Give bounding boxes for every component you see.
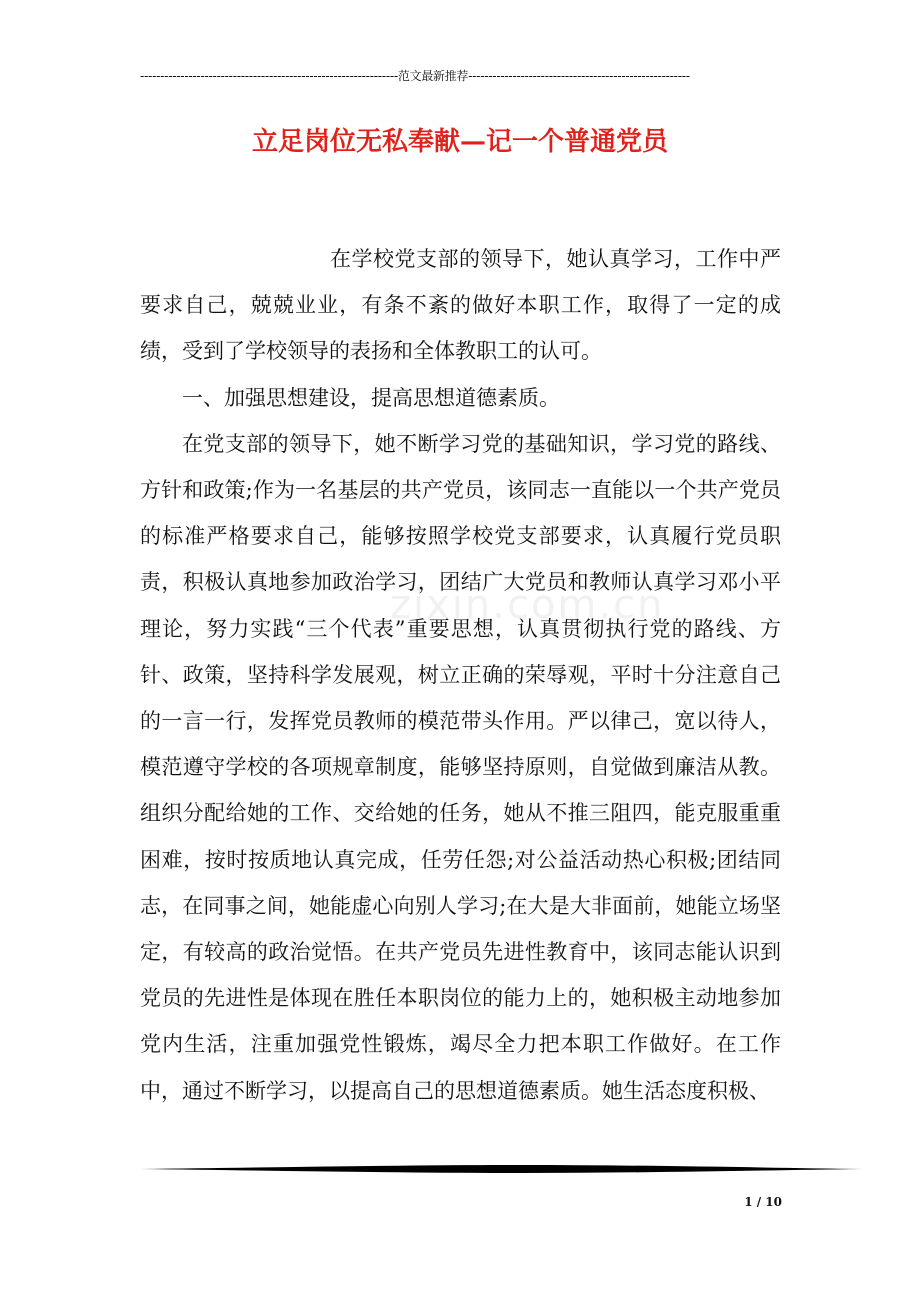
body-paragraph: 在学校党支部的领导下，她认真学习，工作中严要求自己，兢兢业业，有条不紊的做好本职工作，取得了一定的成绩，受到了学校领导的表扬和全体教职工的认可。 (140, 247, 781, 364)
footer-divider (140, 1164, 863, 1174)
document-title: 立足岗位无私奉献—记一个普通党员 (251, 127, 668, 157)
section-heading: 一、加强思想建设，提高思想道德素质。 (182, 385, 560, 410)
watermark: zixin.com.cn (390, 582, 665, 628)
document-body (140, 236, 781, 1114)
body-paragraph: 在党支部的领导下，她不断学习党的基础知识，学习党的路线、方针和政策;作为一名基层的共产党员，该同志一直能以一个共产党员的标准严格要求自己，能够按照学校党支部要求，认真履行党员职责，积极认真地参加政治学习，团结广大党员和教师认真学习邓小平理论，努力实践“三个代表”重要思想，认真贯彻执行党的路线、方针、政策，坚持科学发展观，树立正确的荣辱观，平时十分注意自己的一言一行，发挥党员教师的模范带头作用。严以律己，宽以待人，模范遵守学校的各项规章制度，能够坚持原则，自觉做到廉洁从教。组织分配给她的工作、交给她的任务，她从不推三阻四，能克服重重困难，按时按质地认真完成，任劳任怨;对公益活动热心积极;团结同志，在同事之间，她能虚心向别人学习;在大是大非面前，她能立场坚定，有较高的政治觉悟。在共产党员先进性教育中，该同志能认识到党员的先进性是体现在胜任本职岗位的能力上的，她积极主动地参加党内生活，注重加强党性锻炼，竭尽全力把本职工作做好。在工作中，通过不断学习，以提高自己的思想道德素质。她生活态度积极、 (140, 431, 781, 1103)
page-number: 1 / 10 (744, 1195, 782, 1209)
footer-divider-stroke (140, 1165, 863, 1173)
page-header-banner: ----------------------------------------------------------------范文最新推荐------------------------------------------------------- (140, 69, 690, 83)
